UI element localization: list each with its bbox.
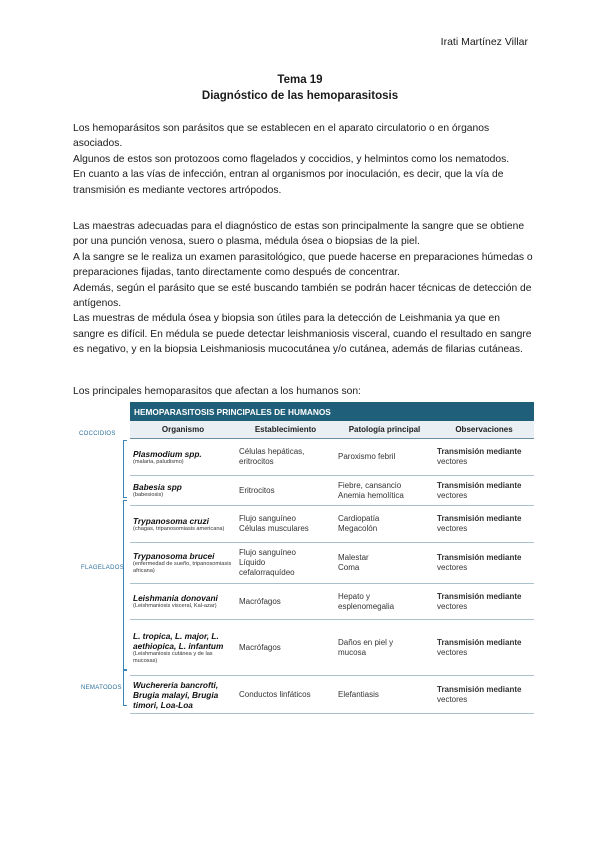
flagelados-brace (123, 500, 127, 670)
pathology-line: Paroxismo febril (338, 452, 396, 461)
organism-name: Babesia spp (133, 482, 182, 492)
organism-cell (130, 506, 236, 543)
organism-cell (130, 620, 236, 676)
table-row (130, 506, 534, 543)
organism-name: Leishmania donovani (133, 593, 218, 603)
organism-name: L. tropica, L. major, L. aethiopica, L. infantum (133, 630, 224, 651)
observation-text: vectores (437, 694, 468, 704)
establishment-cell (236, 676, 335, 714)
observations-cell (434, 506, 534, 543)
observation-bold: Transmisión mediante (437, 684, 522, 694)
nematodos-brace (123, 670, 127, 706)
pathology-line: Elefantiasis (338, 689, 379, 699)
table-intro (73, 384, 533, 399)
observations-cell (434, 620, 534, 676)
table-row (130, 439, 534, 476)
pathology-line: Anemia hemolítica (338, 490, 404, 500)
table-row (130, 676, 534, 714)
samples-line: Las maestras adecuadas para el diagnóstico de estas son principalmente la sangre que se obtiene por una punción venosa, suero o plasma, médula ósea o biopsias de la piel. (73, 221, 525, 248)
organism-cell (130, 676, 236, 714)
table-row (130, 476, 534, 506)
organism-cell (130, 439, 236, 476)
table-title: HEMOPARASITOSIS PRINCIPALES DE HUMANOS (130, 402, 534, 421)
establishment-cell (236, 476, 335, 506)
pathology-line: Hepato y (338, 591, 371, 601)
observation-text: vectores (437, 563, 468, 572)
table-row (130, 584, 534, 620)
establishment-line: cefalorraquídeo (239, 568, 295, 577)
observation-text: vectores (437, 457, 468, 466)
pathology-cell (335, 620, 434, 676)
organism-note: (Leishmaniosis cutánea y de las mucosas) (133, 650, 213, 664)
establishment-cell (236, 620, 335, 676)
establishment-line: Macrófagos (239, 642, 281, 652)
pathology-line: Fiebre, cansancio (338, 480, 402, 490)
organism-cell (130, 476, 236, 506)
table-row (130, 620, 534, 676)
pathology-line: Malestar (338, 553, 369, 562)
pathology-line: Cardiopatía (338, 514, 380, 523)
pathology-cell (335, 476, 434, 506)
organism-note: (babesiosis) (133, 492, 164, 498)
samples-line: A la sangre se le realiza un examen parasitológico, que puede hacerse en preparaciones húmedas o preparaciones fijadas, tanto directamente como después de concentrar. (73, 251, 533, 279)
establishment-cell (236, 506, 335, 543)
establishment-line: Flujo sanguíneo (239, 514, 296, 523)
group-label-coccidios: COCCIDIOS (79, 431, 116, 437)
title-line-2: Diagnóstico de las hemoparasitosis (201, 90, 399, 102)
observations-cell (434, 476, 534, 506)
hemoparasitosis-table (130, 402, 534, 714)
organism-cell (130, 543, 236, 584)
establishment-line: Eritrocitos (239, 485, 275, 495)
organism-name: Plasmodium spp. (133, 448, 202, 459)
pathology-line: Daños en piel y (338, 637, 394, 647)
column-header-establecimiento: Establecimiento (236, 421, 335, 439)
pathology-cell (335, 506, 434, 543)
pathology-line: Megacolón (338, 524, 378, 533)
establishment-cell (236, 543, 335, 584)
observation-text: vectores (437, 647, 468, 657)
observations-cell (434, 439, 534, 476)
intro-paragraph (73, 121, 533, 198)
establishment-line: Conductos linfáticos (239, 689, 311, 699)
observation-text: vectores (437, 601, 468, 611)
organism-note: (enfermedad de sueño, tripanosomiasis africana) (133, 561, 232, 574)
pathology-line: Coma (338, 563, 360, 572)
column-header-patologia: Patología principal (335, 421, 434, 439)
organism-note: (chagas, tripanosomiasis americana) (133, 525, 225, 532)
observation-bold: Transmisión mediante (437, 447, 522, 456)
organism-name: Trypanosoma brucei (133, 551, 215, 561)
document-title (0, 72, 600, 104)
author-name: Irati Martínez Villar (440, 36, 528, 48)
pathology-cell (335, 439, 434, 476)
organism-cell (130, 584, 236, 620)
pathology-cell (335, 584, 434, 620)
pathology-cell (335, 543, 434, 584)
intro-line: En cuanto a las vías de infección, entran al organismos por inoculación, es decir, que la vía de transmisión es mediante vectores artrópodos. (73, 169, 504, 196)
organism-note: (Leishmaniosis visceral, Kal-azar) (133, 603, 217, 609)
establishment-line: Macrófagos (239, 596, 281, 606)
observation-bold: Transmisión mediante (437, 591, 522, 601)
observation-bold: Transmisión mediante (437, 514, 522, 523)
observation-bold: Transmisión mediante (437, 637, 522, 647)
pathology-line: esplenomegalia (338, 601, 395, 611)
organism-name: Trypanosoma cruzi (133, 515, 209, 526)
establishment-line: eritrocitos (239, 457, 274, 466)
table-intro-line: Los principales hemoparasitos que afectan a los humanos son: (73, 386, 361, 397)
organism-note: (malaria, paludismo) (133, 458, 184, 465)
coccidios-brace (123, 440, 127, 498)
samples-line: Las muestras de médula ósea y biopsia son útiles para la detección de Leishmania ya que en sangre es difícil. En médula se puede detectar leishmaniosis visceral, cuando el resultado en sangre es negativo, y en la biopsia Leishmaniosis mucocutánea y/o cutánea, además de filarias cutáneas. (73, 313, 532, 356)
samples-paragraph (73, 219, 533, 358)
observation-bold: Transmisión mediante (437, 553, 522, 562)
group-label-nematodos: NEMATODOS (81, 685, 122, 691)
establishment-cell (236, 439, 335, 476)
pathology-cell (335, 676, 434, 714)
intro-line: Algunos de estos son protozoos como flagelados y coccidios, y helmintos como los nematodos. (73, 153, 510, 165)
table-row (130, 543, 534, 584)
organism-name: Wuchereria bancrofti, Brugia malayi, Brugia timori, Loa-Loa (133, 679, 219, 710)
pathology-line: mucosa (338, 647, 367, 657)
establishment-line: Flujo sanguíneo (239, 548, 296, 557)
observations-cell (434, 543, 534, 584)
title-line-1: Tema 19 (277, 74, 323, 86)
group-label-flagelados: FLAGELADOS (81, 565, 125, 571)
intro-line: Los hemoparásitos son parásitos que se establecen en el aparato circulatorio o en órganos asociados. (73, 123, 490, 150)
establishment-line: Células musculares (239, 524, 309, 533)
observation-bold: Transmisión mediante (437, 480, 522, 490)
observations-cell (434, 584, 534, 620)
observations-cell (434, 676, 534, 714)
column-header-organismo: Organismo (130, 421, 236, 439)
observation-text: vectores (437, 490, 468, 500)
establishment-cell (236, 584, 335, 620)
column-header-observaciones: Observaciones (434, 421, 534, 439)
samples-line: Además, según el parásito que se esté buscando también se podrán hacer técnicas de detección de antígenos. (73, 282, 532, 310)
observation-text: vectores (437, 524, 468, 533)
establishment-line: Células hepáticas, (239, 447, 305, 456)
establishment-line: Líquido (239, 558, 266, 567)
